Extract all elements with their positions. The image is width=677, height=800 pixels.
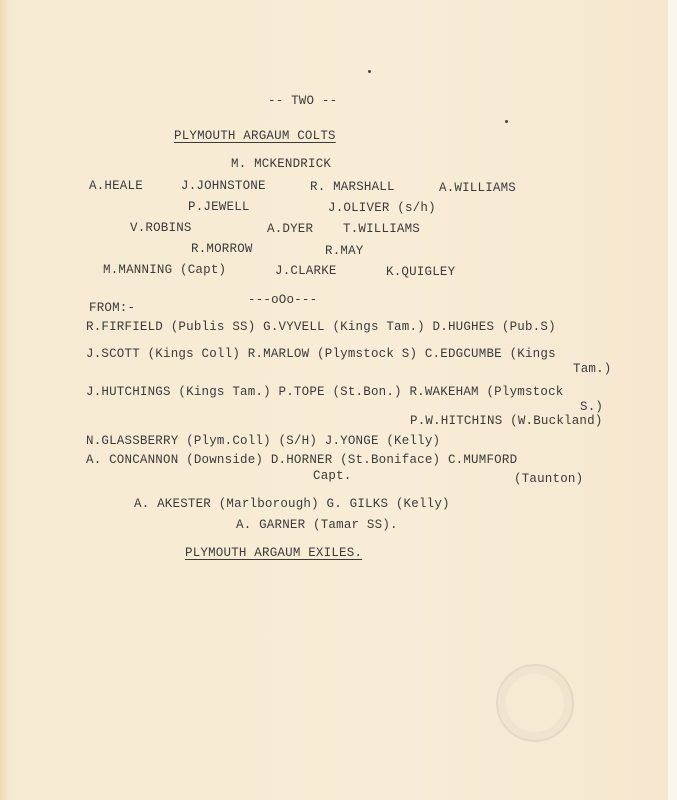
colts-title: PLYMOUTH ARGAUM COLTS [174, 129, 336, 143]
from-line: A. GARNER (Tamar SS). [236, 518, 398, 532]
team-name: A.HEALE [89, 179, 143, 193]
team-name: T.WILLIAMS [343, 222, 421, 236]
divider: ---oOo--- [248, 293, 318, 307]
from-line: J.HUTCHINGS (Kings Tam.) P.TOPE (St.Bon.) R.WAKEHAM (Plymstock [86, 385, 564, 399]
team-name: J.JOHNSTONE [181, 179, 266, 193]
ink-speck [505, 120, 508, 123]
team-name: A.DYER [267, 222, 314, 236]
from-line: R.FIRFIELD (Publis SS) G.VYVELL (Kings Tam.) D.HUGHES (Pub.S) [86, 320, 556, 334]
ink-speck [368, 70, 371, 73]
page-edge [668, 0, 677, 800]
from-line: P.W.HITCHINS (W.Buckland) [410, 414, 603, 428]
from-line: N.GLASSBERRY (Plym.Coll) (S/H) J.YONGE (Kelly) [86, 434, 441, 448]
team-name: K.QUIGLEY [386, 265, 456, 279]
team-name: P.JEWELL [188, 200, 250, 214]
team-name: R. MARSHALL [310, 180, 395, 194]
from-line: A. AKESTER (Marlborough) G. GILKS (Kelly) [134, 497, 450, 511]
from-line: S.) [580, 400, 604, 414]
team-name: R.MAY [325, 244, 364, 258]
page-heading: -- TWO -- [268, 94, 338, 108]
from-line: Tam.) [573, 362, 612, 376]
from-line: Capt. [313, 469, 352, 483]
from-line: A. CONCANNON (Downside) D.HORNER (St.Boniface) C.MUMFORD [86, 453, 518, 467]
exiles-title: PLYMOUTH ARGAUM EXILES. [185, 546, 363, 560]
team-name: M. MCKENDRICK [231, 157, 332, 171]
from-line: J.SCOTT (Kings Coll) R.MARLOW (Plymstock S) C.EDGCUMBE (Kings [86, 347, 556, 361]
from-line: (Taunton) [514, 472, 584, 486]
faded-stamp [496, 664, 574, 742]
from-label: FROM:- [89, 301, 136, 315]
team-name: V.ROBINS [130, 221, 192, 235]
team-name: J.CLARKE [275, 264, 337, 278]
team-name: M.MANNING (Capt) [103, 263, 227, 277]
team-name: A.WILLIAMS [439, 181, 517, 195]
team-name: J.OLIVER (s/h) [328, 201, 436, 215]
team-name: R.MORROW [191, 242, 253, 256]
